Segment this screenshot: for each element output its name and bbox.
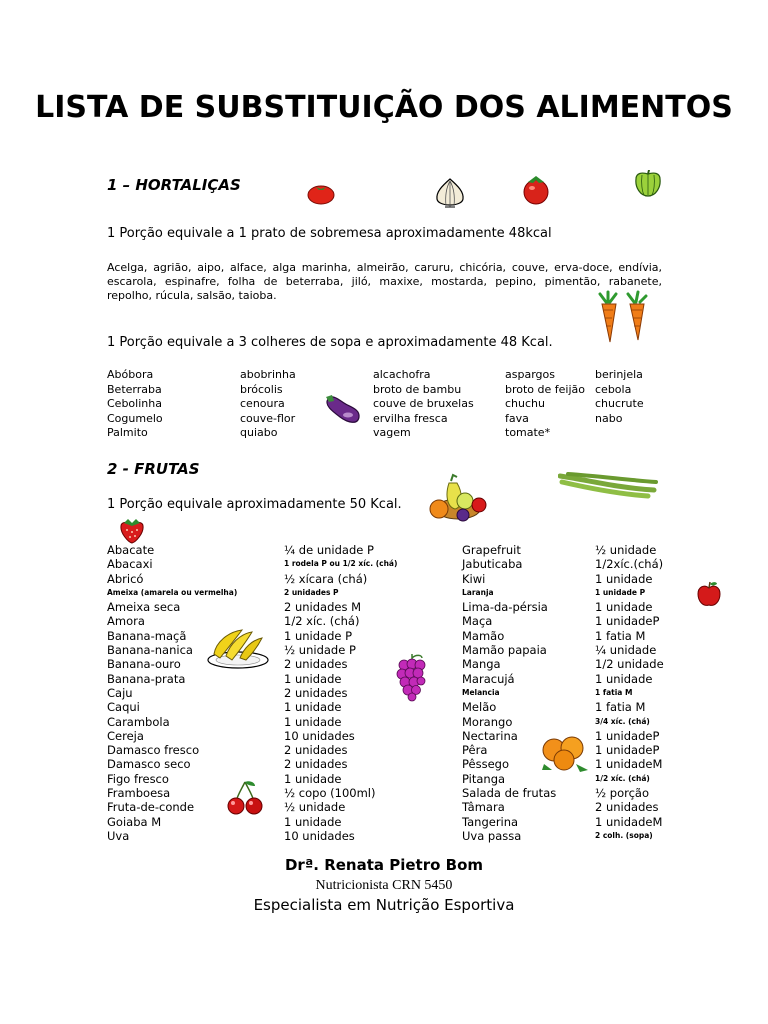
vegetable-item: ervilha fresca — [373, 411, 448, 425]
fruit-basket-icon — [425, 473, 491, 525]
fruit-quantity: 2 unidades — [284, 657, 348, 672]
fruit-name: Damasco fresco — [107, 743, 200, 758]
fruit-name: Maracujá — [462, 671, 515, 686]
fruit-quantity: 1 fatia M — [595, 687, 633, 697]
fruit-name: Figo fresco — [107, 771, 169, 786]
green-pepper-icon — [632, 169, 664, 199]
fruit-quantity: ½ porção — [595, 786, 650, 801]
fruit-name: Banana-ouro — [107, 657, 181, 672]
section-heading-hortalicas: 1 – HORTALIÇAS — [107, 176, 241, 194]
vegetable-item: cebola — [595, 382, 632, 396]
fruit-quantity: 1 unidadeP — [595, 743, 660, 758]
fruit-name: Maça — [462, 614, 493, 629]
fruit-name: Caju — [107, 685, 133, 700]
fruit-quantity: ½ copo (100ml) — [284, 786, 376, 801]
strawberry-icon — [118, 518, 146, 544]
vegetable-item: vagem — [373, 426, 411, 439]
vegetable-item: quiabo — [240, 426, 278, 439]
fruit-name: Mamão — [462, 628, 505, 643]
eggplant-icon — [322, 391, 362, 427]
oranges-icon — [540, 734, 592, 774]
vegetable-item: couve de bruxelas — [373, 397, 474, 410]
fruit-quantity: ½ unidade — [284, 800, 346, 815]
fruit-quantity: 2 unidades P — [284, 587, 339, 597]
fruit-quantity: 1/2 xíc. (chá) — [284, 614, 360, 629]
fruit-quantity: 1/2 xíc. (chá) — [595, 773, 650, 783]
fruit-name: Fruta-de-conde — [107, 800, 195, 815]
fruit-names-left — [107, 543, 237, 843]
fruit-name: Pêra — [462, 743, 488, 758]
fruit-name: Abacate — [107, 543, 155, 557]
fruit-names-right — [462, 543, 556, 843]
onion-icon — [432, 176, 468, 212]
grapes-icon — [396, 652, 428, 702]
vegetable-column-4 — [505, 368, 585, 441]
fruit-name: Pitanga — [462, 771, 506, 786]
vegetable-item: Beterraba — [107, 382, 162, 396]
vegetable-item: cenoura — [240, 397, 285, 410]
fruit-quantity: 2 unidades — [284, 685, 348, 700]
fruit-quantity: 10 unidades — [284, 728, 355, 743]
vegetable-item: Abóbora — [107, 368, 154, 381]
fruit-name: Tangerina — [462, 814, 519, 829]
fruit-name: Framboesa — [107, 786, 171, 801]
vegetable-column-2 — [240, 368, 296, 441]
fruit-quantity: 1 fatia M — [595, 628, 646, 643]
fruit-name: Uva — [107, 828, 130, 843]
fruit-name: Caqui — [107, 700, 140, 715]
page-title: LISTA DE SUBSTITUIÇÃO DOS ALIMENTOS — [35, 90, 733, 125]
vegetable-item: broto de bambu — [373, 382, 462, 396]
fruit-name: Melancia — [462, 687, 500, 697]
section-heading-frutas: 2 - FRUTAS — [107, 460, 200, 478]
fruit-quantity: ¼ unidade — [595, 643, 657, 658]
vegetable-column-5 — [595, 368, 644, 426]
fruit-quantity: ¼ de unidade P — [284, 543, 374, 557]
fruit-name: Banana-maçã — [107, 628, 187, 643]
carrots-icon — [594, 288, 652, 344]
fruit-quantity: 1 unidade — [595, 600, 653, 615]
fruit-quantity: 1 unidade — [284, 714, 342, 729]
apple-icon — [696, 580, 722, 608]
fruit-name: Goiaba M — [107, 814, 162, 829]
portion-statement-1: 1 Porção equivale a 1 prato de sobremesa aproximadamente 48kcal — [107, 226, 552, 241]
vegetable-list-paragraph: Acelga, agrião, aipo, alface, alga marinha, almeirão, caruru, chicória, couve, erva-doce, endívia, escarola, espinafre, folha de beterraba, jiló, maxixe, mostarda, pepino, pimentão, rabanete, repolho, rúcula, salsão, taioba. — [107, 261, 662, 302]
fruit-name: Amora — [107, 614, 145, 629]
cherries-icon — [225, 780, 265, 816]
vegetable-item: alcachofra — [373, 368, 431, 381]
fruit-name: Nectarina — [462, 728, 518, 743]
fruit-name: Ameixa (amarela ou vermelha) — [107, 587, 238, 597]
author-role: Nutricionista CRN 5450 — [315, 878, 453, 893]
vegetable-item: tomate* — [505, 426, 551, 439]
fruit-quantity: 2 unidades — [284, 757, 348, 772]
fruit-quantity: 1 unidadeM — [595, 814, 663, 829]
fruit-quantity: 1 rodela P ou 1/2 xíc. (chá) — [284, 559, 398, 569]
fruit-name: Melão — [462, 700, 497, 715]
vegetable-item: chuchu — [505, 397, 545, 410]
fruit-quantity: 2 unidades — [284, 743, 348, 758]
vegetable-item: brócolis — [240, 382, 283, 396]
fruit-quantity: ½ unidade P — [284, 643, 356, 658]
bananas-plate-icon — [206, 624, 270, 670]
fruit-quantity: 1 unidade — [284, 814, 342, 829]
fruit-name: Lima-da-pérsia — [462, 600, 548, 615]
fruit-name: Laranja — [462, 587, 494, 597]
fruit-quantity: ½ xícara (chá) — [284, 571, 368, 586]
fruit-name: Manga — [462, 657, 501, 672]
vegetable-item: Cogumelo — [107, 411, 163, 425]
vegetable-column-1 — [107, 368, 163, 441]
fruit-name: Pêssego — [462, 757, 509, 772]
vegetable-item: abobrinha — [240, 368, 296, 381]
vegetable-item: chucrute — [595, 397, 644, 410]
fruit-quantity: 1 unidade P — [595, 587, 646, 597]
fruit-quantities-right — [595, 543, 664, 843]
fruit-name: Kiwi — [462, 571, 486, 586]
fruit-name: Salada de frutas — [462, 786, 557, 801]
fruit-name: Banana-prata — [107, 671, 186, 686]
fruit-quantity: 1 unidade — [284, 771, 342, 786]
fruit-quantity: 1/2 unidade — [595, 657, 664, 672]
fruit-quantity: 1/2xíc.(chá) — [595, 557, 664, 572]
tomato-icon — [522, 173, 550, 205]
fruit-quantity: 2 unidades M — [284, 600, 362, 615]
fruit-name: Banana-nanica — [107, 643, 193, 658]
fruit-name: Damasco seco — [107, 757, 191, 772]
vegetable-item: Palmito — [107, 426, 148, 439]
green-beans-icon — [558, 470, 658, 500]
fruit-quantity: 1 unidade — [284, 671, 342, 686]
fruit-quantity: 2 colh. (sopa) — [595, 830, 653, 840]
fruit-name: Carambola — [107, 714, 170, 729]
fruit-name: Abacaxi — [107, 557, 153, 572]
fruit-quantity: 1 unidadeP — [595, 728, 660, 743]
fruit-name: Grapefruit — [462, 543, 521, 557]
fruit-quantity: 3/4 xíc. (chá) — [595, 716, 650, 726]
tomato-icon — [306, 183, 336, 205]
fruit-quantity: 1 unidade — [595, 671, 653, 686]
fruit-quantity: 10 unidades — [284, 828, 355, 843]
vegetable-item: couve-flor — [240, 411, 296, 425]
author-specialty: Especialista em Nutrição Esportiva — [253, 896, 515, 914]
vegetable-item: nabo — [595, 411, 623, 425]
author-name: Drª. Renata Pietro Bom — [284, 856, 484, 874]
fruit-name: Mamão papaia — [462, 643, 547, 658]
fruit-quantity: 1 unidadeM — [595, 757, 663, 772]
vegetable-column-3 — [373, 368, 474, 441]
fruit-name: Tâmara — [462, 800, 505, 815]
vegetable-item: fava — [505, 411, 529, 425]
fruit-name: Jabuticaba — [462, 557, 523, 572]
vegetable-item: berinjela — [595, 368, 643, 381]
fruit-name: Cereja — [107, 728, 144, 743]
fruit-quantity: ½ unidade — [595, 543, 657, 557]
portion-statement-2: 1 Porção equivale a 3 colheres de sopa e aproximadamente 48 Kcal. — [107, 335, 553, 350]
fruit-quantity: 2 unidades — [595, 800, 659, 815]
fruit-quantity: 1 unidade P — [284, 628, 353, 643]
fruit-name: Morango — [462, 714, 513, 729]
fruit-name: Uva passa — [462, 828, 522, 843]
fruit-quantity: 1 unidade — [284, 700, 342, 715]
vegetable-item: broto de feijão — [505, 382, 586, 396]
fruit-name: Ameixa seca — [107, 600, 181, 615]
fruit-quantities-left — [284, 543, 397, 843]
fruit-quantity: 1 fatia M — [595, 700, 646, 715]
portion-statement-fruits: 1 Porção equivale aproximadamente 50 Kcal. — [107, 497, 402, 512]
vegetable-item: Cebolinha — [107, 397, 162, 410]
fruit-name: Abricó — [107, 571, 144, 586]
vegetable-item: aspargos — [505, 368, 555, 381]
fruit-quantity: 1 unidadeP — [595, 614, 660, 629]
fruit-quantity: 1 unidade — [595, 571, 653, 586]
